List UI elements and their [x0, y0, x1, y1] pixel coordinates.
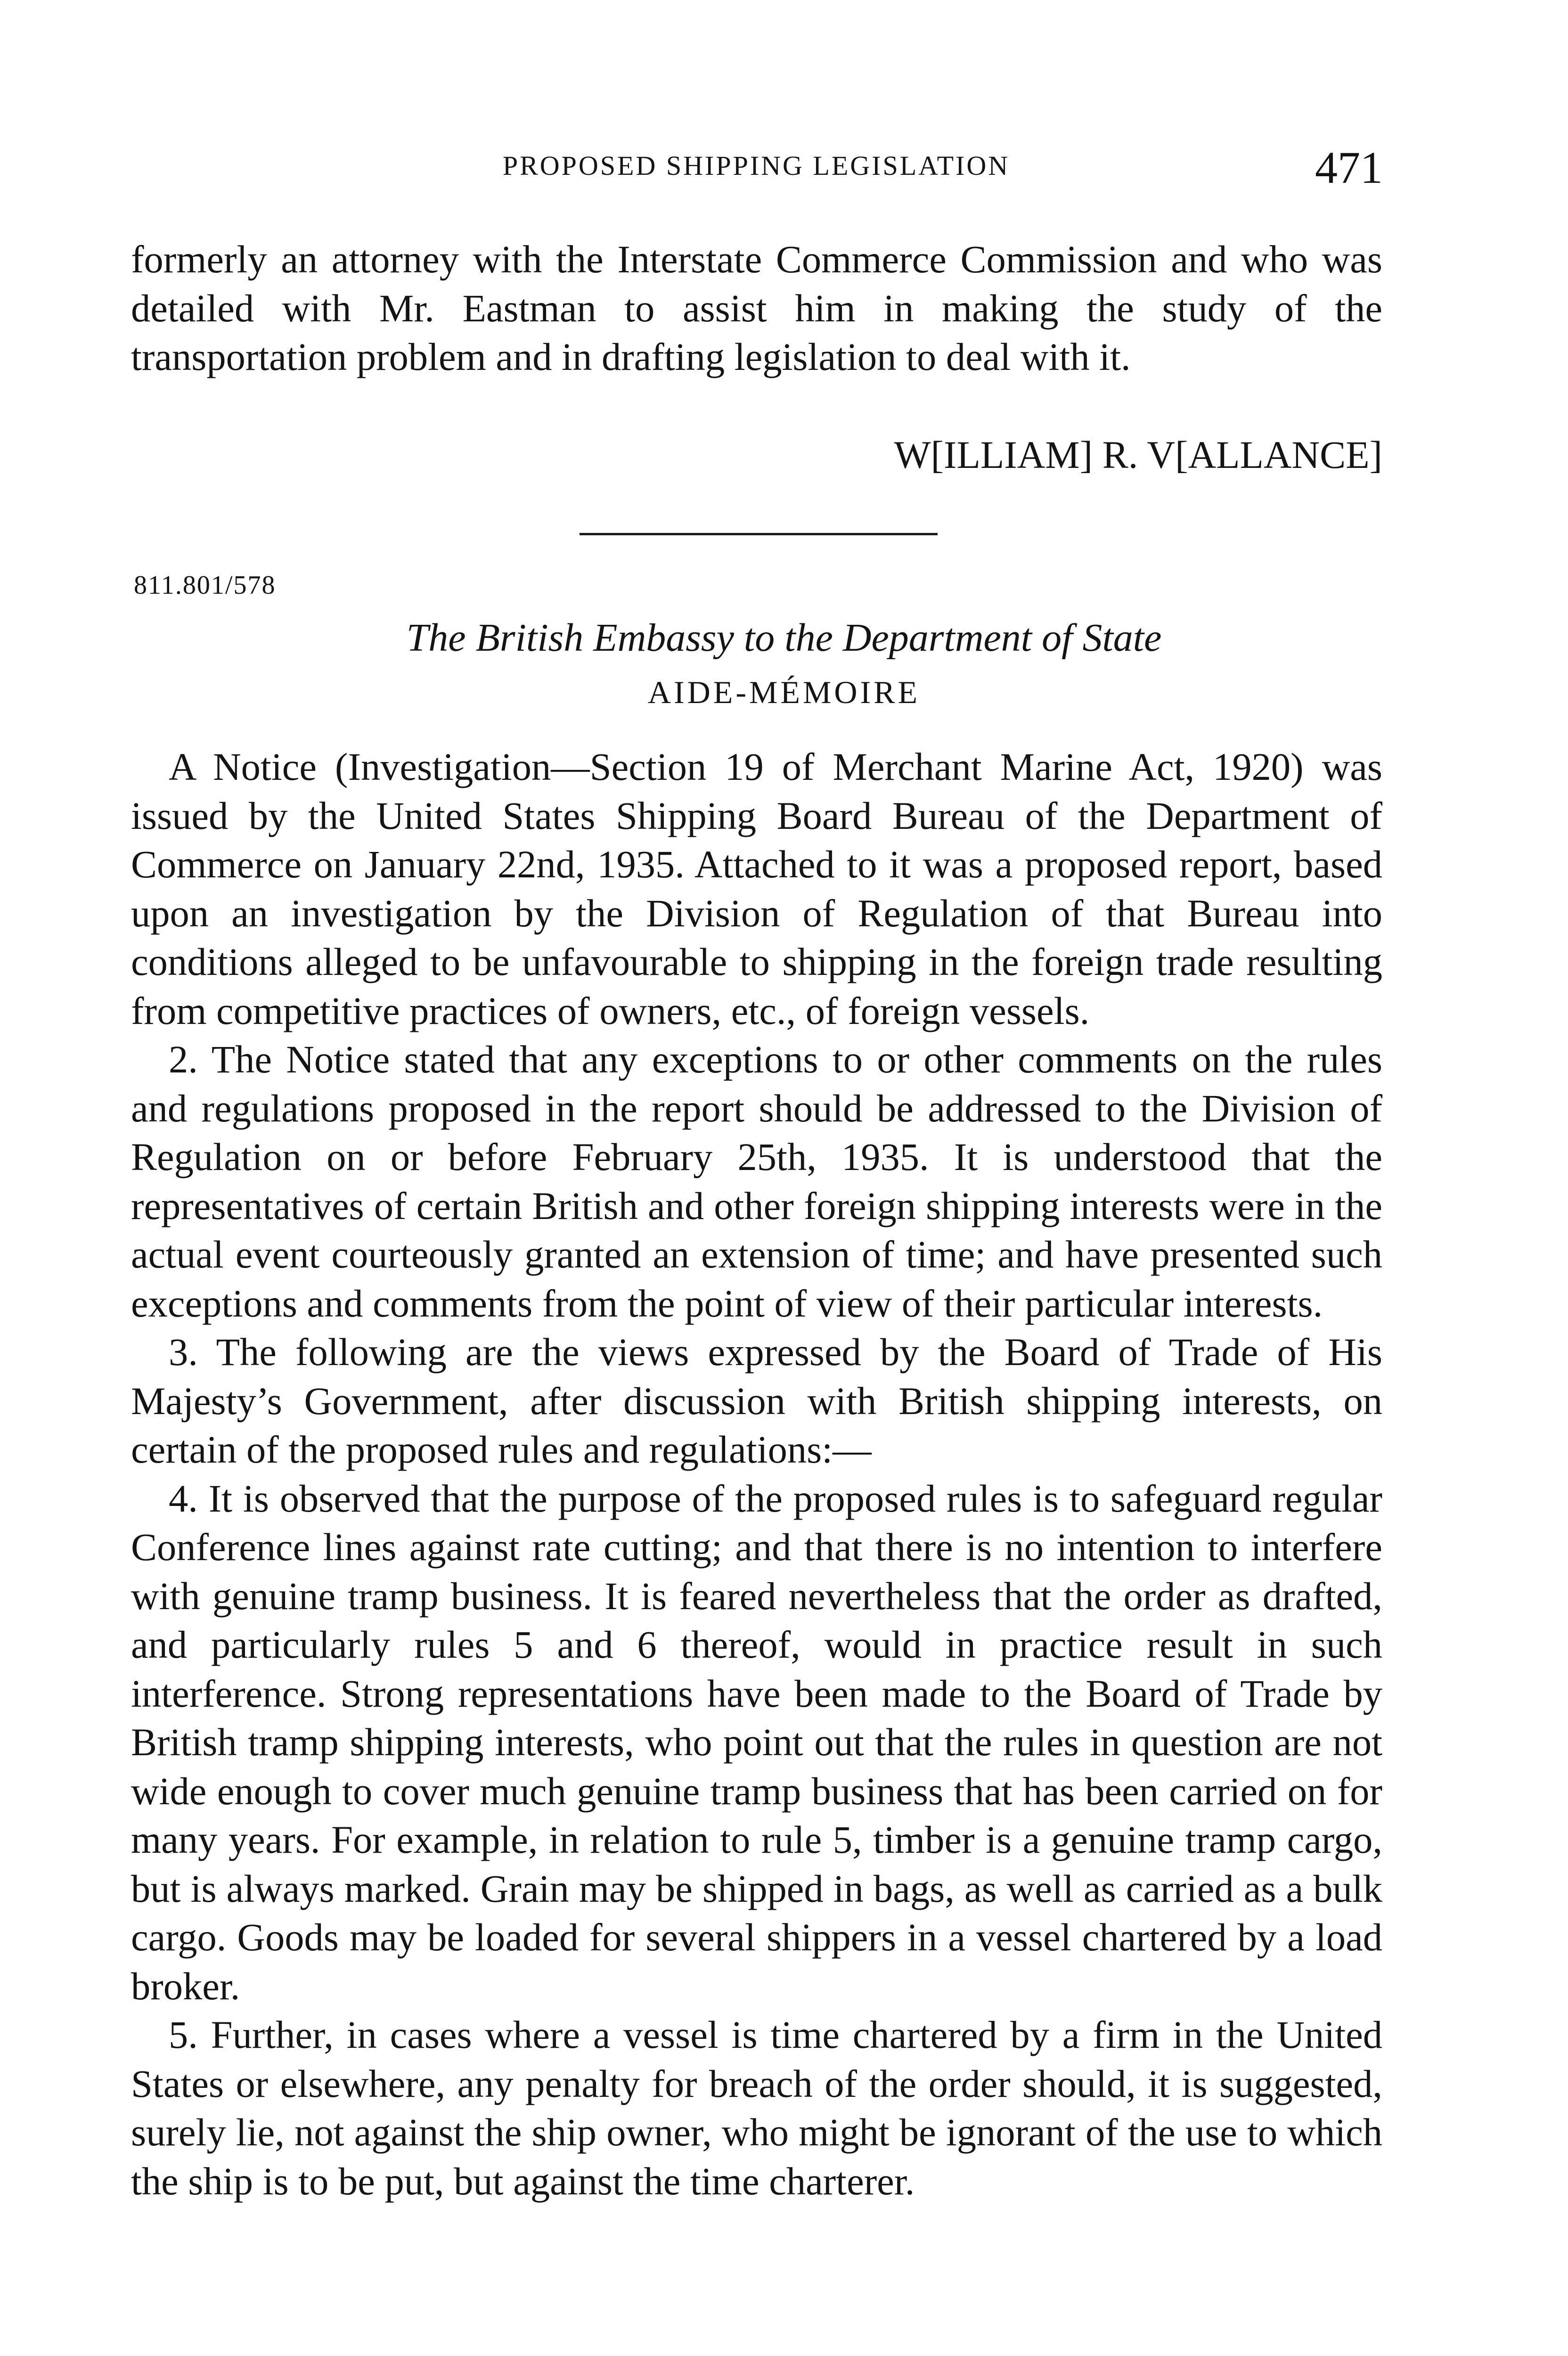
paragraph-5: 5. Further, in cases where a vessel is time chartered by a firm in the United States or elsewhere, any penalty for breach of the order should, it is suggested, surely lie, not against the ship owner, who might be ignorant of the use to which the ship is to be put, but against the time charterer. — [131, 2013, 1382, 2203]
signature: W[ILLIAM] R. V[ALLANCE] — [894, 433, 1382, 476]
paragraph-4: 4. It is observed that the purpose of the proposed rules is to safeguard regular Conference lines against rate cutting; and that there is no intention to interfere with genuine tramp business. It is feared nevertheless that the order as drafted, and particularly rules 5 and 6 thereof, would in practice result in such interference. Strong representations have been made to the Board of Trade by British tramp shipping interests, who point out that the rules in question are not wide enough to cover much genuine tramp business that has been carried on for many years. For example, in relation to rule 5, timber is a genuine tramp cargo, but is always marked. Grain may be shipped in bags, as well as carried as a bulk cargo. Goods may be loaded for several shippers in a vessel chartered by a load broker. — [131, 1476, 1382, 2008]
page-number: 471 — [1315, 142, 1383, 193]
document-subtitle: AIDE-MÉMOIRE — [647, 674, 921, 710]
carryover-paragraph — [131, 235, 1382, 382]
running-head: PROPOSED SHIPPING LEGISLATION — [502, 150, 1010, 181]
paragraph-1: A Notice (Investigation—Section 19 of Merchant Marine Act, 1920) was issued by the United States Shipping Board Bureau of the Department of Commerce on January 22nd, 1935. Attached to it was a proposed report, based upon an investigation by the Division of Regulation of that Bureau into conditions alleged to be unfavourable to shipping in the foreign trade resulting from competitive practices of owners, etc., of foreign vessels. — [131, 745, 1382, 1032]
paragraph-3: 3. The following are the views expressed by the Board of Trade of His Majesty’s Government, after discussion with British shipping interests, on certain of the proposed rules and regulations:— — [131, 1330, 1382, 1471]
file-number: 811.801/578 — [134, 571, 276, 600]
paragraph-2: 2. The Notice stated that any exceptions to or other comments on the rules and regulations proposed in the report should be addressed to the Division of Regulation on or before February 25th, 1935. It is understood that the representatives of certain British and other foreign shipping interests were in the actual event courteously granted an extension of time; and have presented such exceptions and comments from the point of view of their particular interests. — [131, 1038, 1382, 1325]
page-header — [130, 141, 1383, 198]
carryover-text: formerly an attorney with the Interstate Commerce Commission and who was detailed with Mr. Eastman to assist him in making the study of the transportation problem and in drafting legislation to deal with it. — [131, 237, 1382, 378]
document-body — [131, 743, 1382, 2206]
section-divider — [580, 533, 938, 535]
document-title: The British Embassy to the Department of State — [406, 616, 1162, 660]
